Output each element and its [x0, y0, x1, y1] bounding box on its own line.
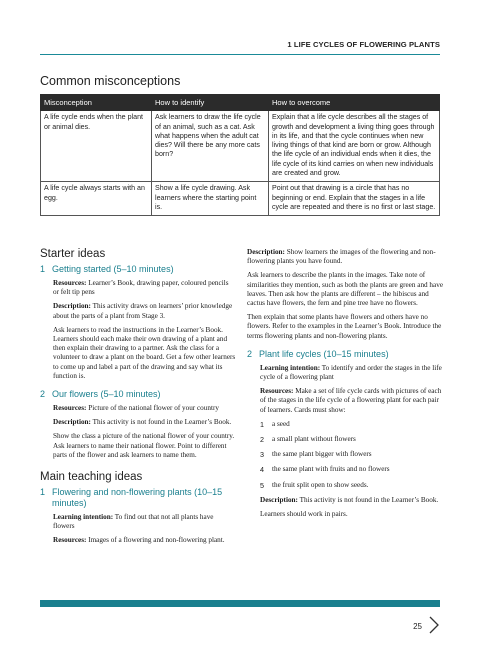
table-cell: Show a life cycle drawing. Ask learners where the starting point is.	[152, 182, 269, 216]
intention-text: To identify and order the stages in the life cycle of a flowering plant	[260, 363, 442, 382]
intention-paragraph	[53, 513, 236, 531]
header-rule	[40, 54, 440, 55]
activity-title: Getting started (5–10 minutes)	[52, 264, 174, 274]
resources-paragraph	[53, 536, 236, 545]
table-row	[41, 182, 440, 216]
description-text: This activity draws on learners’ prior knowledge about the parts of a plant from Stage 3.	[53, 302, 233, 320]
footer-accent-bar	[40, 600, 440, 607]
column-header: How to identify	[152, 95, 269, 111]
table-cell: A life cycle always starts with an egg.	[41, 182, 152, 216]
resources-label: Resources:	[53, 404, 87, 413]
resources-text: Images of a flowering and non-flowering plant.	[86, 536, 225, 545]
table-row	[41, 111, 440, 182]
activity-number: 1	[40, 487, 46, 498]
description-label: Description:	[53, 418, 91, 427]
chevron-right-icon[interactable]	[428, 616, 440, 634]
list-number: 4	[260, 465, 264, 475]
list-item	[260, 435, 443, 444]
activity-heading	[247, 349, 443, 360]
list-item	[260, 465, 443, 474]
activity-number: 2	[247, 348, 253, 359]
activity-heading	[40, 264, 236, 275]
body-paragraph: Ask learners to read the instructions in the Learner’s Book. Learners should each make their own drawing of a plant and then explain their drawing to a partner. Ask the class for a volunteer to draw a plant on the board. Get a few other learners to come up and label a part of the drawing and say what its function is.	[53, 325, 236, 380]
intention-label: Learning intention:	[53, 513, 114, 522]
misconceptions-heading: Common misconceptions	[40, 74, 181, 88]
resources-label: Resources:	[260, 387, 294, 396]
body-paragraph: Then explain that some plants have flowers and others have no flowers. Refer to the examples in the Learner’s Book. Introduce the terms flowering plants and non-flowering plants.	[247, 313, 442, 340]
description-paragraph	[53, 302, 236, 320]
list-text: a seed	[272, 419, 290, 428]
description-text: This activity is not found in the Learner’s Book.	[90, 418, 232, 427]
description-paragraph	[260, 496, 443, 505]
list-text: a small plant without flowers	[272, 435, 356, 444]
right-column	[247, 248, 443, 524]
description-paragraph	[247, 248, 443, 266]
resources-paragraph	[53, 404, 236, 413]
running-head: 1 LIFE CYCLES OF FLOWERING PLANTS	[287, 40, 440, 49]
page-number: 25	[413, 622, 422, 631]
description-label: Description:	[53, 302, 91, 311]
list-number: 3	[260, 450, 264, 460]
resources-text: Learner’s Book, drawing paper, coloured pencils or felt tip pens	[53, 279, 229, 297]
description-text: This activity is not found in the Learner’s Book.	[297, 495, 439, 504]
table-cell: Point out that drawing is a circle that has no beginning or end. Explain that the stages in a life cycle are repeated and there is no first or last stage.	[269, 182, 440, 216]
activity-heading	[40, 487, 236, 509]
table-cell: Explain that a life cycle describes all the stages of growth and development a living thing goes through in its life, and that the cycle continues when new living things of that kind are born or grow. Although the life cycle of an individual ends when it dies, the life cycle of its kind carries on when new individuals are created and grow.	[269, 111, 440, 182]
main-teaching-heading: Main teaching ideas	[40, 471, 143, 484]
resources-label: Resources:	[53, 279, 87, 287]
description-label: Description:	[247, 248, 285, 256]
list-number: 5	[260, 480, 264, 490]
activity-heading	[40, 389, 236, 400]
list-number: 2	[260, 435, 264, 445]
description-paragraph	[53, 418, 236, 427]
activity-title: Flowering and non-flowering plants (10–15 minutes)	[52, 487, 223, 509]
description-label: Description:	[260, 495, 298, 504]
list-item	[260, 450, 443, 459]
activity-title: Our flowers (5–10 minutes)	[52, 389, 161, 400]
activity-number: 1	[40, 264, 46, 274]
list-item	[260, 481, 443, 490]
description-text: Show learners the images of the flowering and non-flowering plants you have found.	[247, 248, 436, 266]
resources-paragraph	[53, 279, 236, 297]
table-header-row	[41, 95, 440, 111]
body-paragraph: Learners should work in pairs.	[260, 510, 348, 519]
list-number: 1	[260, 419, 264, 429]
left-column	[40, 248, 236, 551]
resources-text: Make a set of life cycle cards with pictures of each of the stages in the life cycle of a flowering plant for each pair of learners. Cards must show:	[260, 387, 442, 414]
column-header: How to overcome	[269, 95, 440, 111]
intention-paragraph	[260, 364, 443, 382]
activity-number: 2	[40, 389, 46, 400]
starter-ideas-heading: Starter ideas	[40, 248, 106, 260]
resources-label: Resources:	[53, 536, 87, 545]
table-cell: Ask learners to draw the life cycle of an animal, such as a cat. Ask what happens when the adult cat dies? Will there be any more cats born?	[152, 111, 269, 182]
list-text: the same plant with fruits and no flowers	[272, 465, 390, 474]
intention-text: To find out that not all plants have flowers	[53, 513, 214, 531]
table-cell: A life cycle ends when the plant or animal dies.	[41, 111, 152, 182]
resources-text: Picture of the national flower of your country	[86, 404, 219, 413]
list-item	[260, 420, 443, 429]
list-text: the same plant bigger with flowers	[272, 450, 372, 459]
misconceptions-table	[40, 94, 440, 216]
body-paragraph: Ask learners to describe the plants in the images. Take note of similarities they mention, such as both the plants are green and have leaves. Then ask how the plants are different – the hibiscus and cactus have flowers, the fern and pine tree have no flowers.	[247, 271, 444, 308]
resources-paragraph	[260, 387, 443, 415]
list-text: the fruit split open to show seeds.	[272, 480, 369, 489]
intention-label: Learning intention:	[260, 363, 321, 372]
stage-list	[260, 420, 443, 490]
activity-title: Plant life cycles (10–15 minutes)	[259, 348, 389, 359]
body-paragraph: Show the class a picture of the national flower of your country. Ask learners to name their national flower. Point to different parts of the flower and ask learners to name them.	[53, 432, 235, 459]
column-header: Misconception	[41, 95, 152, 111]
